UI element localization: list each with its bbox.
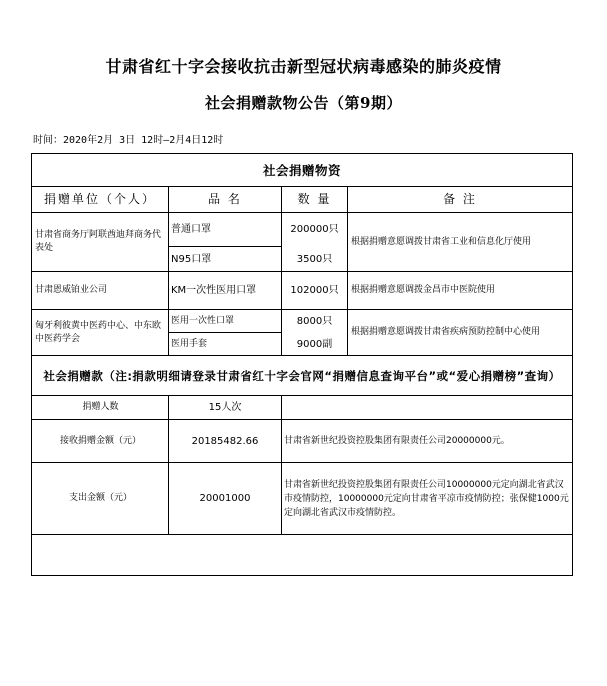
note-cell: 根据捐赠意愿调拨甘肃省工业和信息化厅使用 <box>351 236 532 247</box>
quantity-cell: 102000只 <box>290 285 339 296</box>
header-note: 备 注 <box>443 192 477 206</box>
donor-cell: 甘肃省商务厅阿联酋迪拜商务代表处 <box>35 230 162 253</box>
quantity-cell: 9000副 <box>296 338 333 350</box>
header-quantity: 数 量 <box>297 192 332 206</box>
funds-label-cell: 捐赠人数 <box>82 402 119 412</box>
funds-section-title: 社会捐赠款（注:捐款明细请登录甘肃省红十字会官网“捐赠信息查询平台”或“爱心捐赠榜”查询） <box>43 368 561 383</box>
item-cell: 医用手套 <box>171 338 208 349</box>
donor-cell: 匈牙利彼黄中医药中心、中东欧中医药学会 <box>35 320 162 344</box>
quantity-cell: 8000只 <box>296 315 333 327</box>
document-title-line1: 甘肃省红十字会接收抗击新型冠状病毒感染的肺炎疫情 <box>105 57 502 76</box>
funds-note-cell: 甘肃省新世纪投资控股集团有限责任公司20000000元。 <box>284 435 510 446</box>
funds-label-cell: 接收捐赠金额（元） <box>59 435 141 446</box>
quantity-cell: 200000只 <box>290 224 339 235</box>
header-item: 品 名 <box>208 192 242 206</box>
item-cell: KM一次性医用口罩 <box>171 285 257 296</box>
funds-note-cell: 甘肃省新世纪投资控股集团有限责任公司10000000元定向湖北省武汉市疫情防控，10000000元定向甘肃省平凉市疫情防控；张保健1000元定向湖北省武汉市疫情防控。 <box>284 479 569 518</box>
note-cell: 根据捐赠意愿调拨金昌市中医院使用 <box>351 285 496 295</box>
item-cell: 普通口罩 <box>171 224 211 235</box>
funds-label-cell: 支出金额（元） <box>68 493 132 503</box>
time-range-label: 时间：2020年2月 3日 12时—2月4日12时 <box>33 135 224 146</box>
funds-value-cell: 20001000 <box>199 493 251 504</box>
funds-value-cell: 20185482.66 <box>191 435 259 447</box>
note-cell: 根据捐赠意愿调拨甘肃省疾病预防控制中心使用 <box>351 327 541 337</box>
quantity-cell: 3500只 <box>296 253 333 265</box>
materials-section-title: 社会捐赠物资 <box>262 163 341 178</box>
donor-cell: 甘肃恩威铂业公司 <box>35 285 108 295</box>
document-title-line2: 社会捐赠款物公告（第9期） <box>205 94 402 112</box>
header-donor: 捐赠单位（个人） <box>43 192 156 206</box>
item-cell: N95口罩 <box>171 253 212 265</box>
item-cell: 医用一次性口罩 <box>171 315 235 326</box>
funds-value-cell: 15人次 <box>208 402 242 413</box>
